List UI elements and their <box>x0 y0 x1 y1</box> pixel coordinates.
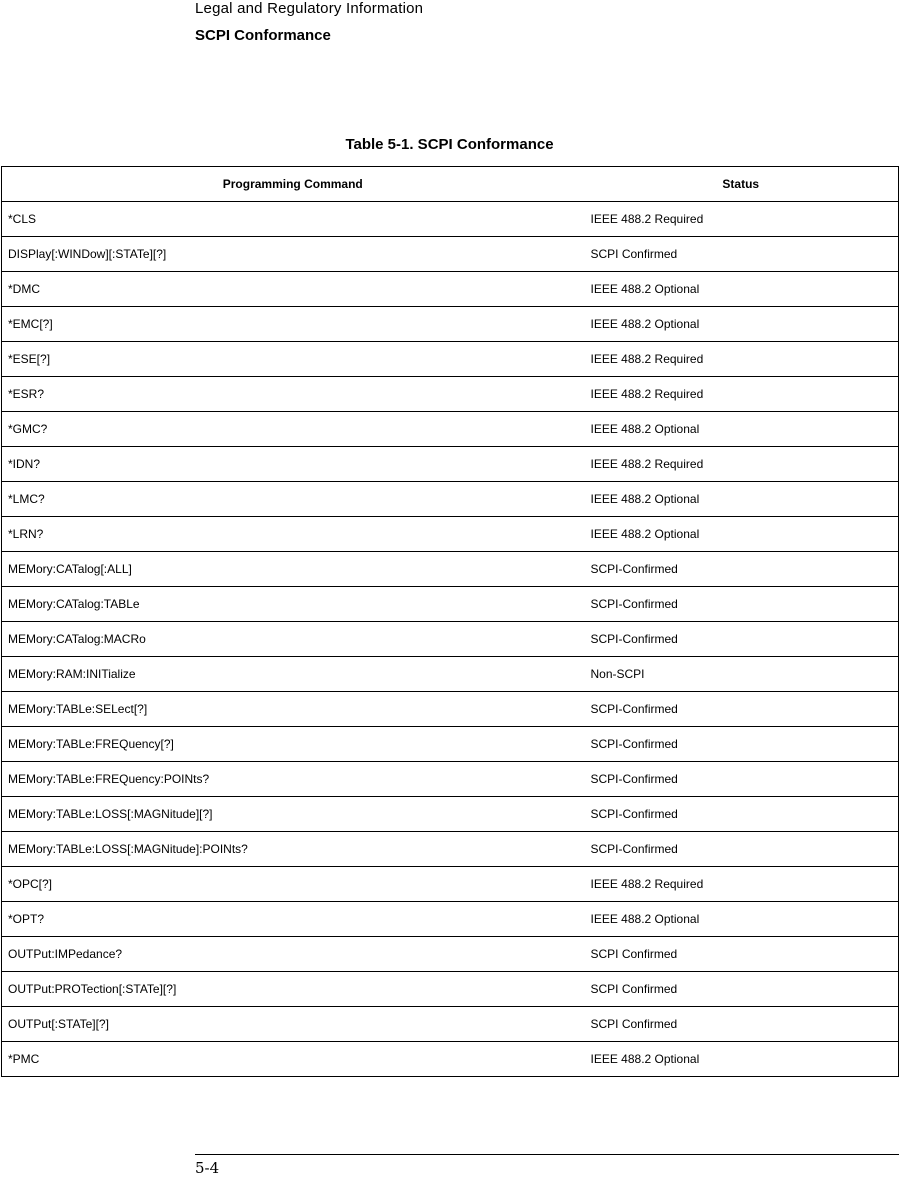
status-cell: IEEE 488.2 Required <box>584 447 899 482</box>
table-row <box>2 832 899 867</box>
status-cell: SCPI-Confirmed <box>584 692 899 727</box>
command-cell: MEMory:CATalog:MACRo <box>2 622 584 657</box>
table-row <box>2 902 899 937</box>
status-cell: SCPI Confirmed <box>584 972 899 1007</box>
status-cell: IEEE 488.2 Optional <box>584 902 899 937</box>
status-cell: IEEE 488.2 Optional <box>584 307 899 342</box>
table-row <box>2 307 899 342</box>
table-caption: Table 5-1. SCPI Conformance <box>345 136 554 153</box>
table-row <box>2 797 899 832</box>
command-cell: MEMory:TABLe:FREQuency[?] <box>2 727 584 762</box>
command-cell: MEMory:RAM:INITialize <box>2 657 584 692</box>
status-cell: SCPI-Confirmed <box>584 832 899 867</box>
table-body <box>2 202 899 1077</box>
command-cell: *DMC <box>2 272 584 307</box>
table-row <box>2 552 899 587</box>
command-cell: *ESR? <box>2 377 584 412</box>
page-number: 5-4 <box>195 1159 220 1177</box>
status-cell: IEEE 488.2 Required <box>584 377 899 412</box>
table-row <box>2 272 899 307</box>
page-header <box>195 0 423 45</box>
table-row <box>2 1042 899 1077</box>
status-cell: SCPI Confirmed <box>584 937 899 972</box>
command-cell: *OPT? <box>2 902 584 937</box>
table-row <box>2 1007 899 1042</box>
command-cell: MEMory:CATalog:TABLe <box>2 587 584 622</box>
column-header-status: Status <box>584 167 899 202</box>
command-cell: *ESE[?] <box>2 342 584 377</box>
command-cell: *LMC? <box>2 482 584 517</box>
table-row <box>2 342 899 377</box>
table-header-row <box>2 167 899 202</box>
command-cell: OUTPut:IMPedance? <box>2 937 584 972</box>
table-row <box>2 412 899 447</box>
status-cell: SCPI-Confirmed <box>584 797 899 832</box>
command-cell: *EMC[?] <box>2 307 584 342</box>
command-cell: OUTPut:PROTection[:STATe][?] <box>2 972 584 1007</box>
status-cell: IEEE 488.2 Required <box>584 342 899 377</box>
table-row <box>2 657 899 692</box>
status-cell: SCPI Confirmed <box>584 237 899 272</box>
table-row <box>2 762 899 797</box>
status-cell: SCPI-Confirmed <box>584 762 899 797</box>
status-cell: IEEE 488.2 Optional <box>584 1042 899 1077</box>
table-row <box>2 447 899 482</box>
table-row <box>2 622 899 657</box>
status-cell: IEEE 488.2 Optional <box>584 517 899 552</box>
table-row <box>2 202 899 237</box>
command-cell: MEMory:TABLe:LOSS[:MAGNitude]:POINts? <box>2 832 584 867</box>
section-title: SCPI Conformance <box>195 27 331 44</box>
breadcrumb: Legal and Regulatory Information <box>195 0 424 17</box>
status-cell: IEEE 488.2 Optional <box>584 412 899 447</box>
command-cell: *CLS <box>2 202 584 237</box>
table-row <box>2 692 899 727</box>
status-cell: IEEE 488.2 Optional <box>584 272 899 307</box>
status-cell: IEEE 488.2 Optional <box>584 482 899 517</box>
status-cell: Non-SCPI <box>584 657 899 692</box>
table-row <box>2 972 899 1007</box>
table-row <box>2 377 899 412</box>
command-cell: MEMory:TABLe:LOSS[:MAGNitude][?] <box>2 797 584 832</box>
status-cell: IEEE 488.2 Required <box>584 202 899 237</box>
command-cell: DISPlay[:WINDow][:STATe][?] <box>2 237 584 272</box>
table-row <box>2 587 899 622</box>
command-cell: *GMC? <box>2 412 584 447</box>
command-cell: MEMory:TABLe:SELect[?] <box>2 692 584 727</box>
footer-divider <box>195 1154 899 1155</box>
command-cell: *OPC[?] <box>2 867 584 902</box>
table-row <box>2 517 899 552</box>
status-cell: SCPI-Confirmed <box>584 552 899 587</box>
table-row <box>2 482 899 517</box>
table-row <box>2 237 899 272</box>
column-header-programming-command: Programming Command <box>2 167 584 202</box>
command-cell: OUTPut[:STATe][?] <box>2 1007 584 1042</box>
command-cell: *IDN? <box>2 447 584 482</box>
status-cell: SCPI-Confirmed <box>584 622 899 657</box>
table-row <box>2 727 899 762</box>
command-cell: *LRN? <box>2 517 584 552</box>
table-row <box>2 937 899 972</box>
status-cell: IEEE 488.2 Required <box>584 867 899 902</box>
table-row <box>2 867 899 902</box>
command-cell: *PMC <box>2 1042 584 1077</box>
status-cell: SCPI Confirmed <box>584 1007 899 1042</box>
command-cell: MEMory:CATalog[:ALL] <box>2 552 584 587</box>
command-cell: MEMory:TABLe:FREQuency:POINts? <box>2 762 584 797</box>
status-cell: SCPI-Confirmed <box>584 727 899 762</box>
scpi-conformance-table <box>1 166 899 1077</box>
status-cell: SCPI-Confirmed <box>584 587 899 622</box>
